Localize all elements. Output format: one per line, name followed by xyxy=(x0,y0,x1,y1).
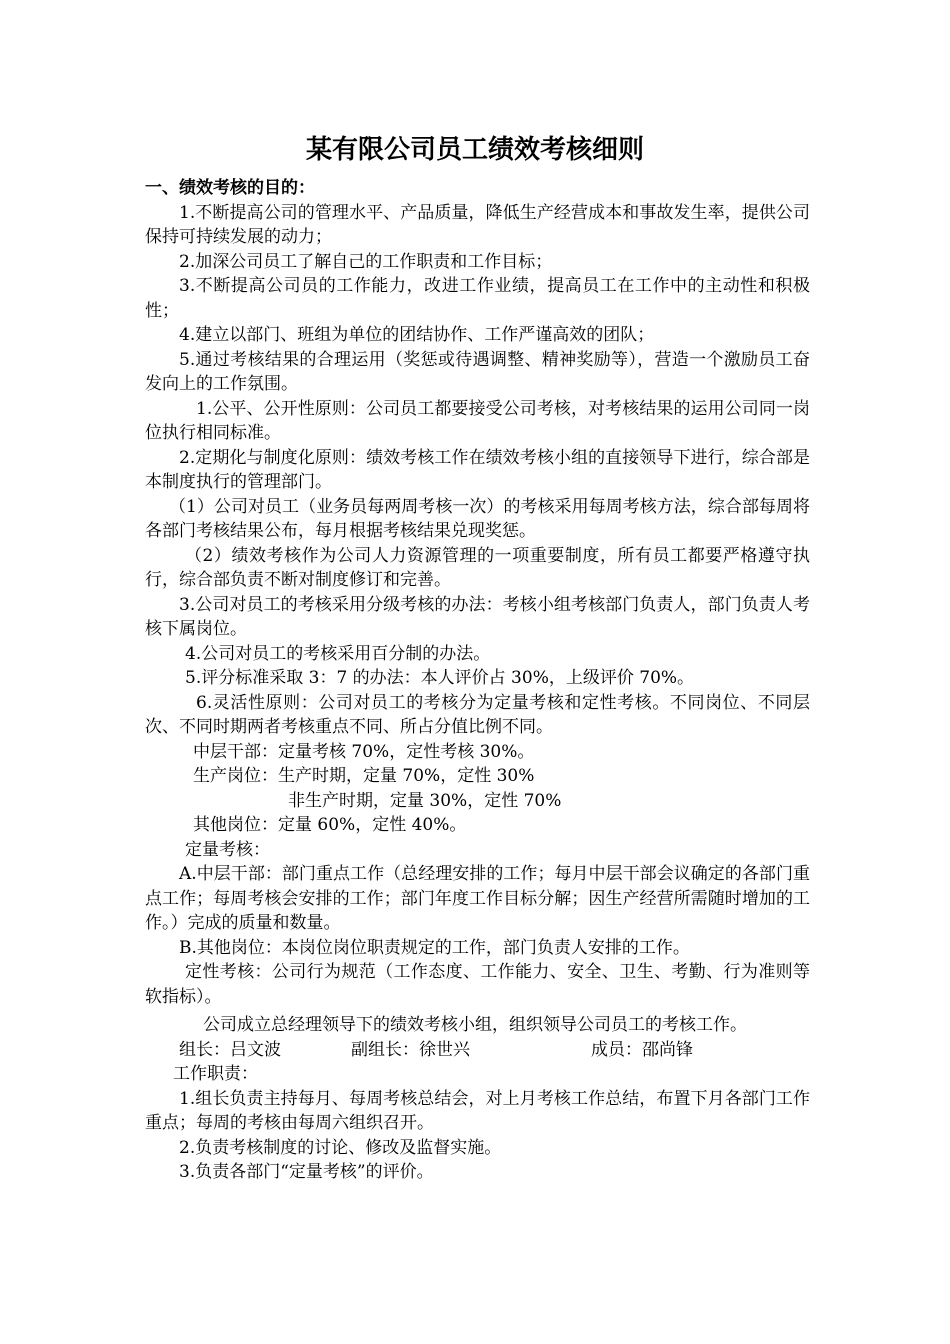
paragraph: 3.公司对员工的考核采用分级考核的办法：考核小组考核部门负责人，部门负责人考核下属岗位。 xyxy=(145,594,810,639)
paragraph: 2.加深公司员工了解自己的工作职责和工作目标； xyxy=(179,251,553,272)
sub-heading: 定量考核： xyxy=(185,839,270,860)
document-body xyxy=(145,176,810,1185)
sub-heading: 工作职责： xyxy=(173,1064,258,1084)
ratio-value: 生产时期，定量 70%，定性 30% xyxy=(278,766,535,786)
paragraph: B.其他岗位：本岗位岗位职责规定的工作，部门负责人安排的工作。 xyxy=(179,937,690,958)
paragraph: 1.组长负责主持每月、每周考核总结会，对上月考核工作总结，布置下月各部门工作重点；每周的考核由每周六组织召开。 xyxy=(145,1088,810,1133)
team-leader: 组长：吕文波 xyxy=(179,1039,281,1060)
paragraph: 2.定期化与制度化原则：绩效考核工作在绩效考核小组的直接领导下进行，综合部是本制度执行的管理部门。 xyxy=(145,447,810,492)
paragraph: 3.负责各部门“定量考核”的评价。 xyxy=(179,1162,434,1182)
team-deputy: 副组长：徐世兴 xyxy=(351,1039,470,1060)
ratio-label: 其他岗位： xyxy=(193,815,278,835)
paragraph: 2.负责考核制度的讨论、修改及监督实施。 xyxy=(179,1137,502,1158)
paragraph: 4.建立以部门、班组为单位的团结协作、工作严谨高效的团队； xyxy=(179,325,655,345)
paragraph: 5.评分标准采取 3：7 的办法：本人评价占 30%，上级评价 70%。 xyxy=(185,668,695,688)
paragraph: 6.灵活性原则：公司对员工的考核分为定量考核和定性考核。不同岗位、不同层次、不同时期两者考核重点不同、所占分值比例不同。 xyxy=(145,692,810,737)
paragraph: （2）绩效考核作为公司人力资源管理的一项重要制度，所有员工都要严格遵守执行，综合部负责不断对制度修订和完善。 xyxy=(145,545,810,590)
team-row xyxy=(145,1038,810,1063)
ratio-value: 定量考核 70%，定性考核 30%。 xyxy=(278,741,535,762)
ratio-label: 生产岗位： xyxy=(193,766,278,786)
paragraph: 5.通过考核结果的合理运用（奖惩或待遇调整、精神奖励等），营造一个激励员工奋发向上的工作氛围。 xyxy=(145,349,810,394)
paragraph: 1.公平、公开性原则：公司员工都要接受公司考核，对考核结果的运用公司同一岗位执行相同标准。 xyxy=(145,398,810,443)
team-member: 成员：邵尚锋 xyxy=(591,1039,693,1060)
paragraph: A.中层干部：部门重点工作（总经理安排的工作；每月中层干部会议确定的各部门重点工作；每周考核会安排的工作；部门年度工作目标分解；因生产经营所需随时增加的工作。）完成的质量和数量。 xyxy=(145,864,810,933)
ratio-value: 定量 60%，定性 40%。 xyxy=(278,815,467,835)
paragraph: 定性考核：公司行为规范（工作态度、工作能力、安全、卫生、考勤、行为准则等软指标）。 xyxy=(145,962,810,1007)
section-heading: 一、绩效考核的目的： xyxy=(145,178,315,198)
page-title: 某有限公司员工绩效考核细则 xyxy=(305,135,644,165)
ratio-row-prod2 xyxy=(145,789,810,814)
ratio-row-mid xyxy=(145,740,810,765)
ratio-row-other xyxy=(145,813,810,838)
paragraph: 1.不断提高公司的管理水平、产品质量，降低生产经营成本和事故发生率，提供公司保持可持续发展的动力； xyxy=(145,202,810,247)
paragraph: （1）公司对员工（业务员每两周考核一次）的考核采用每周考核方法，综合部每周将各部门考核结果公布，每月根据考核结果兑现奖惩。 xyxy=(145,496,810,541)
ratio-value: 非生产时期，定量 30%，定性 70% xyxy=(288,790,562,811)
paragraph: 3.不断提高公司员的工作能力，改进工作业绩，提高员工在工作中的主动性和积极性； xyxy=(145,276,810,321)
paragraph: 4.公司对员工的考核采用百分制的办法。 xyxy=(185,643,491,664)
ratio-row-prod xyxy=(145,764,810,789)
ratio-label: 中层干部： xyxy=(193,741,278,762)
paragraph: 公司成立总经理领导下的绩效考核小组，组织领导公司员工的考核工作。 xyxy=(203,1015,747,1035)
